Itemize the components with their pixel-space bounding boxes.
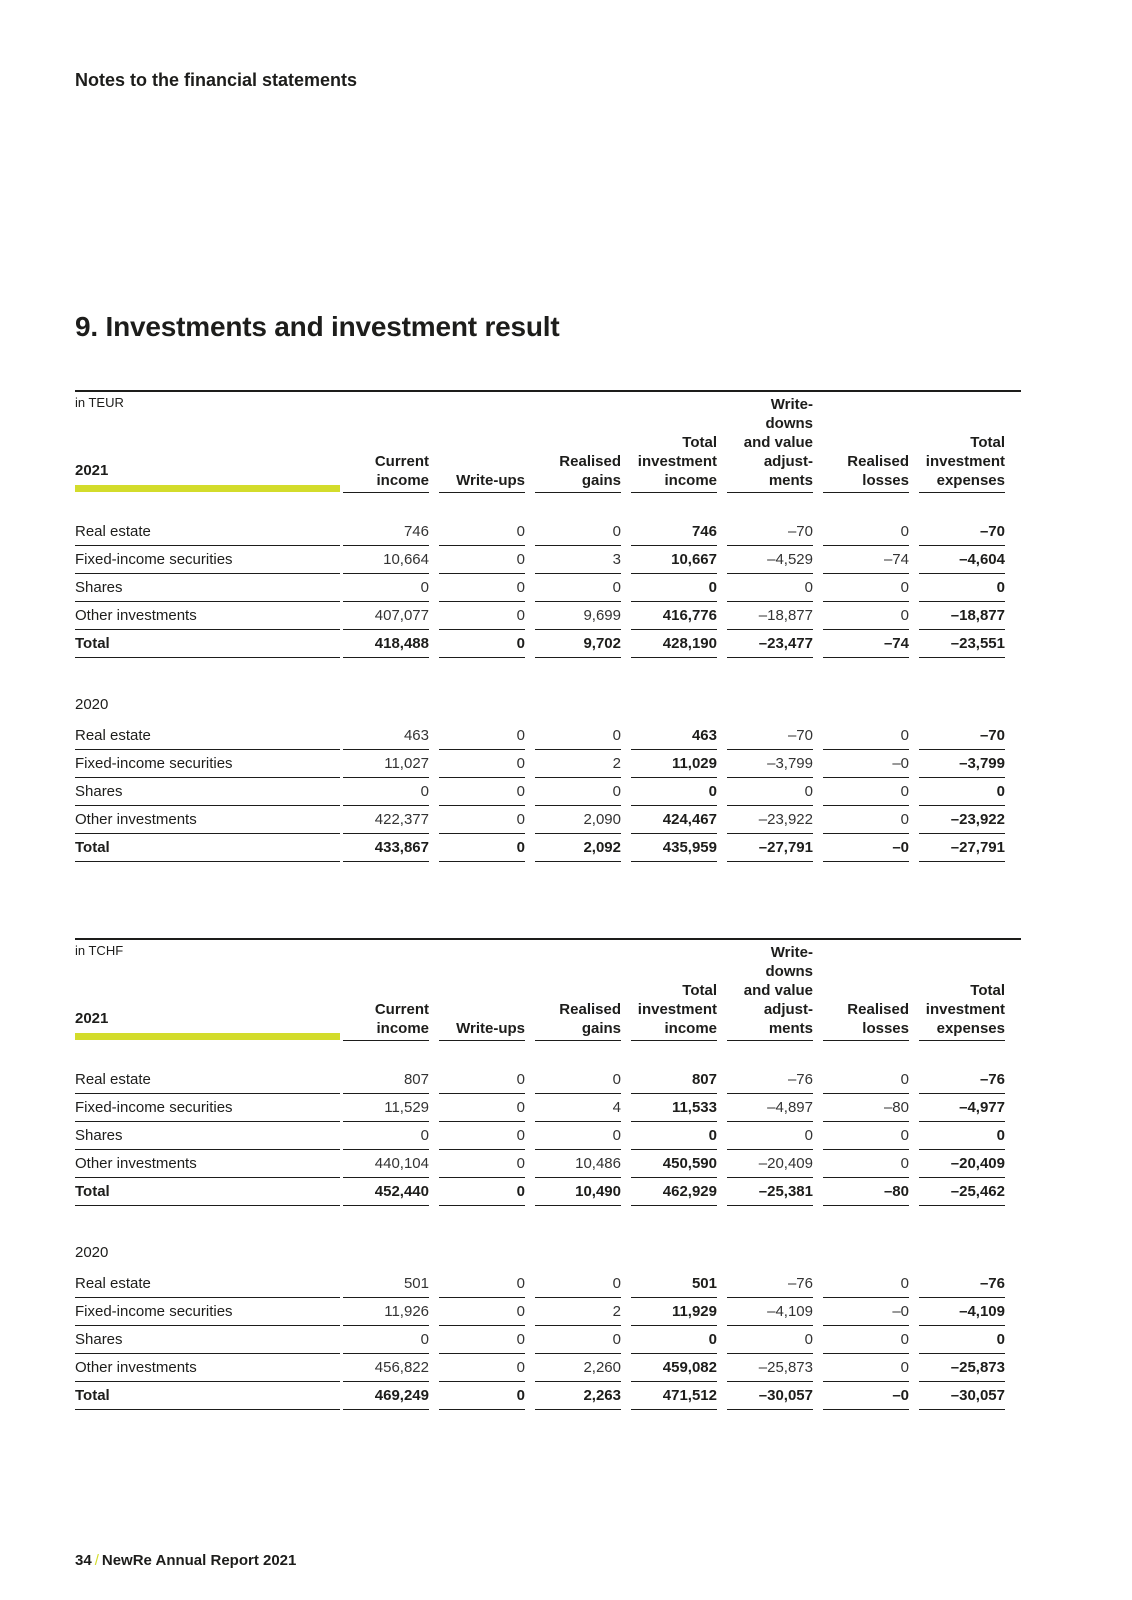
value-cell: 0 xyxy=(439,1150,525,1178)
value-cell: 10,490 xyxy=(535,1178,621,1206)
value-cell: 456,822 xyxy=(343,1354,429,1382)
value-cell: 2 xyxy=(535,1298,621,1326)
value-cell: 11,029 xyxy=(631,750,717,778)
value-cell: –3,799 xyxy=(919,750,1005,778)
value-cell: 0 xyxy=(439,778,525,806)
value-cell: 11,926 xyxy=(343,1298,429,1326)
column-header: Realised losses xyxy=(823,1000,909,1041)
value-cell: –76 xyxy=(727,1066,813,1094)
column-header: Total investment expenses xyxy=(919,433,1005,493)
value-cell: 0 xyxy=(439,1066,525,1094)
value-cell: 4 xyxy=(535,1094,621,1122)
value-cell: 2 xyxy=(535,750,621,778)
row-label: Total xyxy=(75,630,340,658)
value-cell: –70 xyxy=(727,518,813,546)
value-cell: –4,109 xyxy=(919,1298,1005,1326)
column-header: Realised losses xyxy=(823,452,909,493)
value-cell: 501 xyxy=(631,1270,717,1298)
row-label: Fixed-income securities xyxy=(75,750,340,778)
value-cell: 0 xyxy=(535,722,621,750)
table-top-rule xyxy=(75,938,1021,940)
value-cell: 746 xyxy=(631,518,717,546)
table-total-row xyxy=(75,630,1021,658)
row-label: Total xyxy=(75,834,340,862)
value-cell: 0 xyxy=(823,1326,909,1354)
table-top-rule xyxy=(75,390,1021,392)
value-cell: 11,533 xyxy=(631,1094,717,1122)
value-cell: 422,377 xyxy=(343,806,429,834)
running-head: Notes to the financial statements xyxy=(75,70,358,90)
row-label: Fixed-income securities xyxy=(75,1298,340,1326)
value-cell: 0 xyxy=(439,602,525,630)
row-label: Shares xyxy=(75,1122,340,1150)
value-cell: –4,977 xyxy=(919,1094,1005,1122)
table-row xyxy=(75,806,1021,834)
value-cell: 10,667 xyxy=(631,546,717,574)
value-cell: –76 xyxy=(727,1270,813,1298)
value-cell: 440,104 xyxy=(343,1150,429,1178)
value-cell: –80 xyxy=(823,1094,909,1122)
value-cell: –23,922 xyxy=(727,806,813,834)
value-cell: 450,590 xyxy=(631,1150,717,1178)
value-cell: –20,409 xyxy=(919,1150,1005,1178)
value-cell: –4,109 xyxy=(727,1298,813,1326)
table-row xyxy=(75,574,1021,602)
row-label: Shares xyxy=(75,778,340,806)
value-cell: 0 xyxy=(343,1122,429,1150)
value-cell: 0 xyxy=(823,1122,909,1150)
value-cell: 0 xyxy=(439,1122,525,1150)
table-row xyxy=(75,518,1021,546)
value-cell: 0 xyxy=(727,778,813,806)
table-row xyxy=(75,778,1021,806)
value-cell: 0 xyxy=(535,1326,621,1354)
row-label: Other investments xyxy=(75,1354,340,1382)
value-cell: 462,929 xyxy=(631,1178,717,1206)
value-cell: 0 xyxy=(343,1326,429,1354)
value-cell: 0 xyxy=(631,1122,717,1150)
year-label-prior: 2020 xyxy=(75,696,109,713)
value-cell: 0 xyxy=(343,574,429,602)
value-cell: 0 xyxy=(727,1122,813,1150)
value-cell: –0 xyxy=(823,1382,909,1410)
value-cell: 0 xyxy=(535,1122,621,1150)
value-cell: 0 xyxy=(919,1122,1005,1150)
value-cell: 0 xyxy=(823,602,909,630)
value-cell: 0 xyxy=(439,630,525,658)
value-cell: 418,488 xyxy=(343,630,429,658)
page-footer xyxy=(75,1552,296,1569)
year-label-prior: 2020 xyxy=(75,1244,109,1261)
value-cell: 0 xyxy=(439,750,525,778)
value-cell: –0 xyxy=(823,750,909,778)
value-cell: 0 xyxy=(631,574,717,602)
table-total-row xyxy=(75,834,1021,862)
value-cell: 0 xyxy=(535,574,621,602)
value-cell: –4,897 xyxy=(727,1094,813,1122)
value-cell: 3 xyxy=(535,546,621,574)
table-row xyxy=(75,750,1021,778)
row-label: Shares xyxy=(75,1326,340,1354)
table-row xyxy=(75,1326,1021,1354)
column-header: Write- downs and value adjust- ments xyxy=(727,395,813,493)
value-cell: 0 xyxy=(439,1382,525,1410)
value-cell: 9,702 xyxy=(535,630,621,658)
value-cell: –20,409 xyxy=(727,1150,813,1178)
table-row xyxy=(75,722,1021,750)
value-cell: 0 xyxy=(343,778,429,806)
value-cell: 0 xyxy=(439,1354,525,1382)
value-cell: 0 xyxy=(631,778,717,806)
publication-title: NewRe Annual Report 2021 xyxy=(101,1552,297,1569)
value-cell: 0 xyxy=(823,1354,909,1382)
value-cell: –27,791 xyxy=(919,834,1005,862)
value-cell: 0 xyxy=(439,806,525,834)
unit-label: in TEUR xyxy=(75,395,124,410)
value-cell: 463 xyxy=(343,722,429,750)
value-cell: –30,057 xyxy=(919,1382,1005,1410)
value-cell: –70 xyxy=(919,722,1005,750)
value-cell: 0 xyxy=(727,574,813,602)
column-header: Current income xyxy=(343,452,429,493)
column-header: Write-ups xyxy=(439,1019,525,1041)
row-label: Real estate xyxy=(75,722,340,750)
value-cell: 459,082 xyxy=(631,1354,717,1382)
value-cell: 0 xyxy=(823,806,909,834)
value-cell: 0 xyxy=(823,1270,909,1298)
value-cell: 0 xyxy=(919,1326,1005,1354)
value-cell: 0 xyxy=(823,518,909,546)
column-header: Total investment income xyxy=(631,981,717,1041)
value-cell: 0 xyxy=(535,518,621,546)
value-cell: –4,604 xyxy=(919,546,1005,574)
value-cell: 433,867 xyxy=(343,834,429,862)
value-cell: 424,467 xyxy=(631,806,717,834)
value-cell: 0 xyxy=(439,518,525,546)
table-row xyxy=(75,1122,1021,1150)
value-cell: 407,077 xyxy=(343,602,429,630)
value-cell: –76 xyxy=(919,1270,1005,1298)
value-cell: 11,529 xyxy=(343,1094,429,1122)
value-cell: 435,959 xyxy=(631,834,717,862)
row-label: Other investments xyxy=(75,806,340,834)
section-title: 9. Investments and investment result xyxy=(75,311,560,342)
table-row xyxy=(75,1150,1021,1178)
row-label: Other investments xyxy=(75,602,340,630)
value-cell: 0 xyxy=(823,574,909,602)
value-cell: 10,664 xyxy=(343,546,429,574)
value-cell: –0 xyxy=(823,1298,909,1326)
table-total-row xyxy=(75,1178,1021,1206)
row-label: Real estate xyxy=(75,518,340,546)
investment-table-teur xyxy=(75,390,1021,860)
column-header: Total investment expenses xyxy=(919,981,1005,1041)
value-cell: –76 xyxy=(919,1066,1005,1094)
value-cell: 0 xyxy=(535,1066,621,1094)
row-label: Total xyxy=(75,1178,340,1206)
value-cell: 0 xyxy=(535,778,621,806)
table-total-row xyxy=(75,1382,1021,1410)
value-cell: –25,873 xyxy=(727,1354,813,1382)
value-cell: 0 xyxy=(439,546,525,574)
value-cell: 807 xyxy=(343,1066,429,1094)
table-row xyxy=(75,602,1021,630)
value-cell: –23,477 xyxy=(727,630,813,658)
value-cell: –70 xyxy=(919,518,1005,546)
value-cell: –25,462 xyxy=(919,1178,1005,1206)
value-cell: 0 xyxy=(439,574,525,602)
value-cell: 0 xyxy=(919,778,1005,806)
year-heading-current: 2021 xyxy=(75,462,340,492)
value-cell: 0 xyxy=(439,722,525,750)
value-cell: –27,791 xyxy=(727,834,813,862)
value-cell: 0 xyxy=(439,1094,525,1122)
column-header: Current income xyxy=(343,1000,429,1041)
value-cell: 746 xyxy=(343,518,429,546)
value-cell: 0 xyxy=(823,722,909,750)
value-cell: 0 xyxy=(823,1150,909,1178)
value-cell: –4,529 xyxy=(727,546,813,574)
value-cell: 0 xyxy=(727,1326,813,1354)
value-cell: 0 xyxy=(919,574,1005,602)
value-cell: 416,776 xyxy=(631,602,717,630)
value-cell: –0 xyxy=(823,834,909,862)
value-cell: 2,263 xyxy=(535,1382,621,1410)
unit-label: in TCHF xyxy=(75,943,124,958)
table-row xyxy=(75,1066,1021,1094)
row-label: Fixed-income securities xyxy=(75,546,340,574)
value-cell: –70 xyxy=(727,722,813,750)
value-cell: 10,486 xyxy=(535,1150,621,1178)
column-header: Realised gains xyxy=(535,1000,621,1041)
value-cell: –80 xyxy=(823,1178,909,1206)
value-cell: –25,381 xyxy=(727,1178,813,1206)
value-cell: 0 xyxy=(439,1178,525,1206)
value-cell: 0 xyxy=(439,1270,525,1298)
row-label: Fixed-income securities xyxy=(75,1094,340,1122)
year-heading-current: 2021 xyxy=(75,1010,340,1040)
value-cell: –74 xyxy=(823,546,909,574)
value-cell: –3,799 xyxy=(727,750,813,778)
value-cell: 807 xyxy=(631,1066,717,1094)
value-cell: 428,190 xyxy=(631,630,717,658)
value-cell: –18,877 xyxy=(727,602,813,630)
value-cell: 9,699 xyxy=(535,602,621,630)
table-row xyxy=(75,1298,1021,1326)
value-cell: 0 xyxy=(631,1326,717,1354)
value-cell: 0 xyxy=(823,778,909,806)
column-header: Write-ups xyxy=(439,471,525,493)
value-cell: 0 xyxy=(439,834,525,862)
value-cell: –23,551 xyxy=(919,630,1005,658)
value-cell: 11,929 xyxy=(631,1298,717,1326)
value-cell: 501 xyxy=(343,1270,429,1298)
row-label: Real estate xyxy=(75,1270,340,1298)
value-cell: 0 xyxy=(823,1066,909,1094)
row-label: Other investments xyxy=(75,1150,340,1178)
page-number: 34 xyxy=(75,1552,92,1569)
table-row xyxy=(75,1354,1021,1382)
value-cell: 469,249 xyxy=(343,1382,429,1410)
value-cell: 452,440 xyxy=(343,1178,429,1206)
value-cell: –25,873 xyxy=(919,1354,1005,1382)
value-cell: 2,090 xyxy=(535,806,621,834)
investment-table-tchf xyxy=(75,938,1021,1408)
table-row xyxy=(75,1094,1021,1122)
footer-separator: / xyxy=(94,1552,99,1569)
row-label: Total xyxy=(75,1382,340,1410)
value-cell: 2,092 xyxy=(535,834,621,862)
value-cell: –23,922 xyxy=(919,806,1005,834)
value-cell: 471,512 xyxy=(631,1382,717,1410)
row-label: Shares xyxy=(75,574,340,602)
value-cell: –30,057 xyxy=(727,1382,813,1410)
column-header: Total investment income xyxy=(631,433,717,493)
value-cell: 2,260 xyxy=(535,1354,621,1382)
column-header: Realised gains xyxy=(535,452,621,493)
value-cell: 11,027 xyxy=(343,750,429,778)
row-label: Real estate xyxy=(75,1066,340,1094)
value-cell: –74 xyxy=(823,630,909,658)
column-header: Write- downs and value adjust- ments xyxy=(727,943,813,1041)
table-row xyxy=(75,1270,1021,1298)
value-cell: 463 xyxy=(631,722,717,750)
value-cell: –18,877 xyxy=(919,602,1005,630)
value-cell: 0 xyxy=(439,1326,525,1354)
value-cell: 0 xyxy=(439,1298,525,1326)
value-cell: 0 xyxy=(535,1270,621,1298)
table-row xyxy=(75,546,1021,574)
